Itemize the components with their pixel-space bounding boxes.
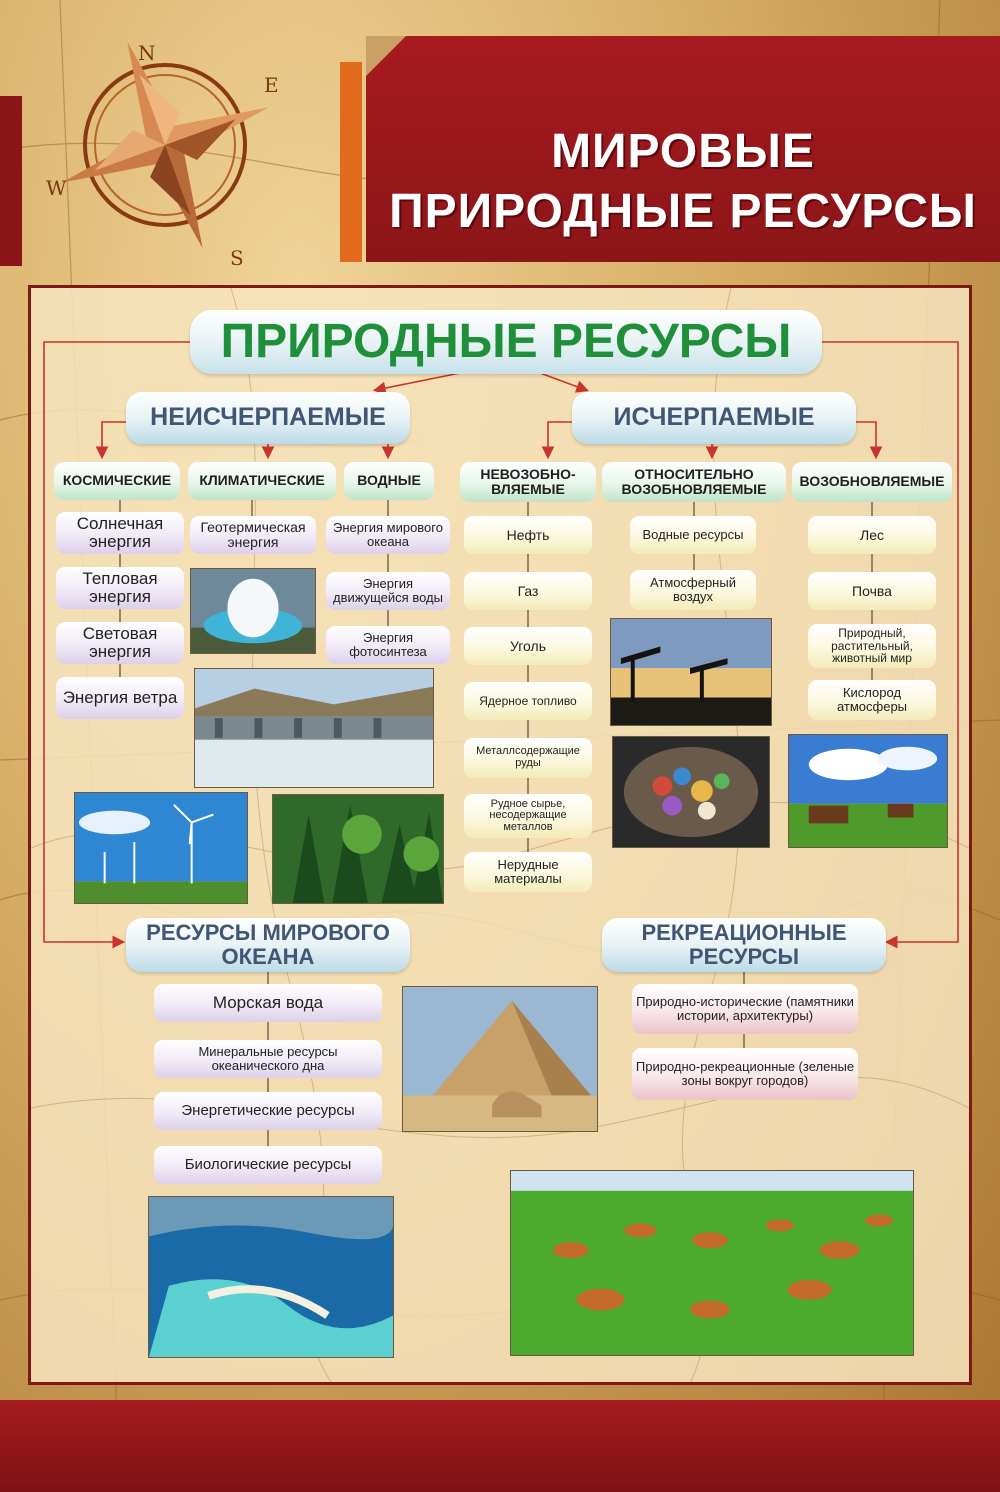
main-title: ПРИРОДНЫЕ РЕСУРСЫ: [190, 310, 822, 374]
recreation-item-recreational: Природно-рекреационные (зеленые зоны вокруг городов): [632, 1048, 858, 1100]
nonrenewable-item-gas: Газ: [464, 572, 592, 610]
nonrenewable-item-metal-ores: Металлсодержащие руды: [464, 738, 592, 778]
orange-accent-strip: [340, 62, 362, 262]
recreation-header: РЕКРЕАЦИОННЫЕ РЕСУРСЫ: [602, 918, 886, 972]
ocean-item-mineral: Минеральные ресурсы океанического дна: [154, 1040, 382, 1078]
nonrenewable-item-oil: Нефть: [464, 516, 592, 554]
nonrenewable-item-coal: Уголь: [464, 627, 592, 665]
forest-photo: [272, 794, 444, 904]
gemstones-photo: [612, 736, 770, 848]
wind-turbines-photo: [74, 792, 248, 904]
cosmic-item-thermal: Тепловая энергия: [56, 567, 184, 609]
nonrenewable-item-ore-nonmetal: Рудное сырье, несодержащие металлов: [464, 794, 592, 838]
renewable-item-soil: Почва: [808, 572, 936, 610]
ocean-item-seawater: Морская вода: [154, 984, 382, 1022]
nonrenewable-item-nonmetallic: Нерудные материалы: [464, 852, 592, 892]
renewable-item-forest: Лес: [808, 516, 936, 554]
compass-w: W: [46, 176, 67, 200]
water-label: ВОДНЫЕ: [344, 462, 434, 500]
title-banner: [366, 36, 1000, 262]
ocean-lagoon-photo: [148, 1196, 394, 1358]
relative-renewable-label: ОТНОСИТЕЛЬНО ВОЗОБНОВЛЯЕМЫЕ: [602, 462, 786, 502]
water-item-moving: Энергия движущейся воды: [326, 572, 450, 610]
left-accent-bar: [0, 96, 22, 266]
inexhaustible-header: НЕИСЧЕРПАЕМЫЕ: [126, 392, 410, 444]
cosmic-item-light: Световая энергия: [56, 622, 184, 664]
renewable-item-oxygen: Кислород атмосферы: [808, 680, 936, 720]
renewable-item-flora-fauna: Природный, растительный, животный мир: [808, 624, 936, 668]
climatic-item-geothermal: Геотермическая энергия: [190, 516, 316, 554]
cosmic-item-wind: Энергия ветра: [56, 677, 184, 719]
hydro-dam-photo: [194, 668, 434, 788]
deer-meadow-photo: [510, 1170, 914, 1356]
ocean-item-energy: Энергетические ресурсы: [154, 1092, 382, 1130]
renewable-label: ВОЗОБНОВЛЯЕМЫЕ: [792, 462, 952, 502]
compass-s: S: [230, 246, 244, 270]
title-line-2: ПРИРОДНЫЕ РЕСУРСЫ: [389, 185, 977, 238]
nonrenewable-label: НЕВОЗОБНО-ВЛЯЕМЫЕ: [460, 462, 596, 502]
bottom-bar: [0, 1400, 1000, 1492]
ocean-item-biological: Биологические ресурсы: [154, 1146, 382, 1184]
relative-item-air: Атмосферный воздух: [630, 570, 756, 610]
horses-meadow-photo: [788, 734, 948, 848]
exhaustible-header: ИСЧЕРПАЕМЫЕ: [572, 392, 856, 444]
water-item-photosynthesis: Энергия фотосинтеза: [326, 626, 450, 664]
title-line-1: МИРОВЫЕ: [551, 125, 815, 178]
relative-item-water: Водные ресурсы: [630, 516, 756, 554]
climatic-label: КЛИМАТИЧЕСКИЕ: [188, 462, 336, 500]
compass-e: E: [264, 73, 279, 97]
recreation-item-historical: Природно-исторические (памятники истории, архитектуры): [632, 984, 858, 1034]
cosmic-label: КОСМИЧЕСКИЕ: [54, 462, 180, 500]
pyramid-sphinx-photo: [402, 986, 598, 1132]
compass-rose-icon: [40, 20, 290, 270]
nonrenewable-item-nuclear: Ядерное топливо: [464, 682, 592, 720]
geyser-photo: [190, 568, 316, 654]
cosmic-item-solar: Солнечная энергия: [56, 512, 184, 554]
ocean-header: РЕСУРСЫ МИРОВОГО ОКЕАНА: [126, 918, 410, 972]
water-item-ocean: Энергия мирового океана: [326, 516, 450, 554]
oil-pumps-photo: [610, 618, 772, 726]
compass-n: N: [138, 41, 156, 65]
